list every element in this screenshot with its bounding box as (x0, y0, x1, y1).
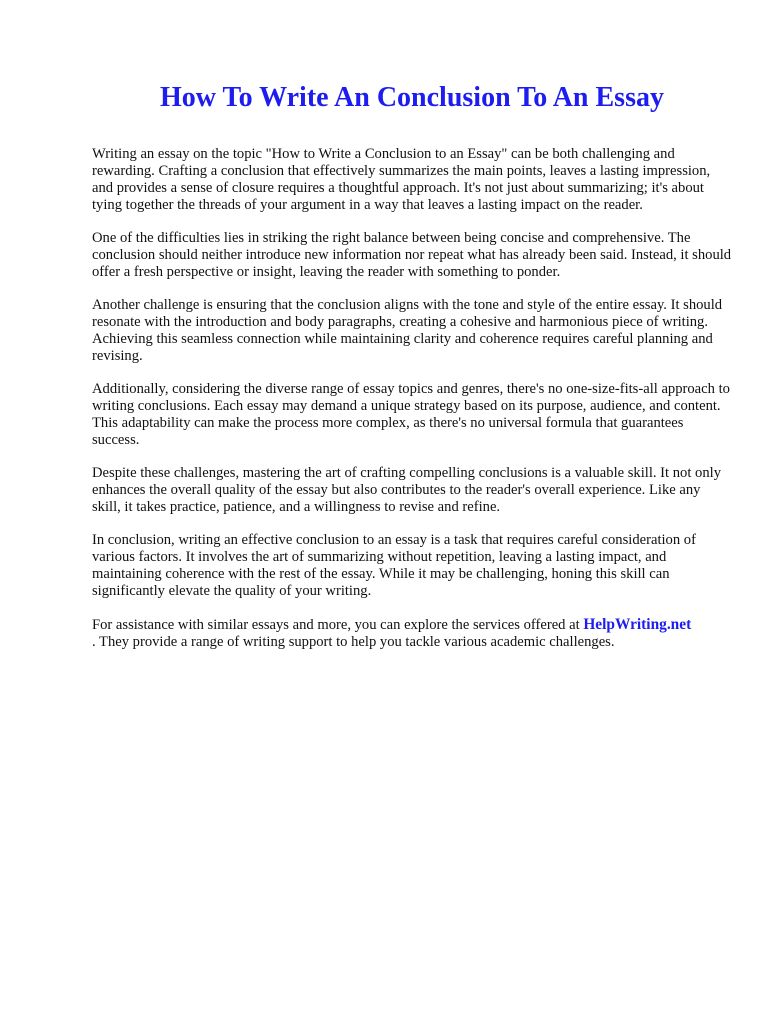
paragraph-4: Additionally, considering the diverse range of essay topics and genres, there's no one-size-fits-all approach to writing conclusions. Each essay may demand a unique strategy based on its purpose, audience, and content. This adaptability can make the process more complex, as there's no universal formula that guarantees success. (92, 381, 730, 448)
paragraph-2: One of the difficulties lies in striking the right balance between being concise and comprehensive. The conclusion should neither introduce new information nor repeat what has already been said. Instead, it should offer a fresh perspective or insight, leaving the reader with something to ponder. (92, 230, 732, 280)
paragraph-1: Writing an essay on the topic "How to Write a Conclusion to an Essay" can be both challenging and rewarding. Crafting a conclusion that effectively summarizes the main points, leaves a lasting impression, and provides a sense of closure requires a thoughtful approach. It's not just about summarizing; it's about tying together the threads of your argument in a way that leaves a lasting impact on the reader. (92, 146, 711, 213)
final-paragraph-text-after-link: . They provide a range of writing support to help you tackle various academic challenges. (92, 634, 615, 650)
document-body (92, 146, 732, 667)
final-paragraph-text-before-link: For assistance with similar essays and more, you can explore the services offered at (92, 617, 584, 633)
helpwriting-link[interactable]: HelpWriting.net (583, 616, 692, 633)
page-title: How To Write An Conclusion To An Essay (160, 82, 664, 113)
paragraph-3: Another challenge is ensuring that the conclusion aligns with the tone and style of the entire essay. It should resonate with the introduction and body paragraphs, creating a cohesive and harmonious piece of writing. Achieving this seamless connection while maintaining clarity and coherence requires careful planning and revising. (92, 297, 723, 364)
paragraph-5: Despite these challenges, mastering the art of crafting compelling conclusions is a valuable skill. It not only enhances the overall quality of the essay but also contributes to the reader's overall experience. Like any skill, it takes practice, patience, and a willingness to revise and refine. (92, 465, 721, 515)
paragraph-7 (92, 616, 732, 651)
paragraph-6: In conclusion, writing an effective conclusion to an essay is a task that requires careful consideration of various factors. It involves the art of summarizing without repetition, leaving a lasting impact, and maintaining coherence with the rest of the essay. While it may be challenging, honing this skill can significantly elevate the quality of your writing. (92, 532, 696, 599)
